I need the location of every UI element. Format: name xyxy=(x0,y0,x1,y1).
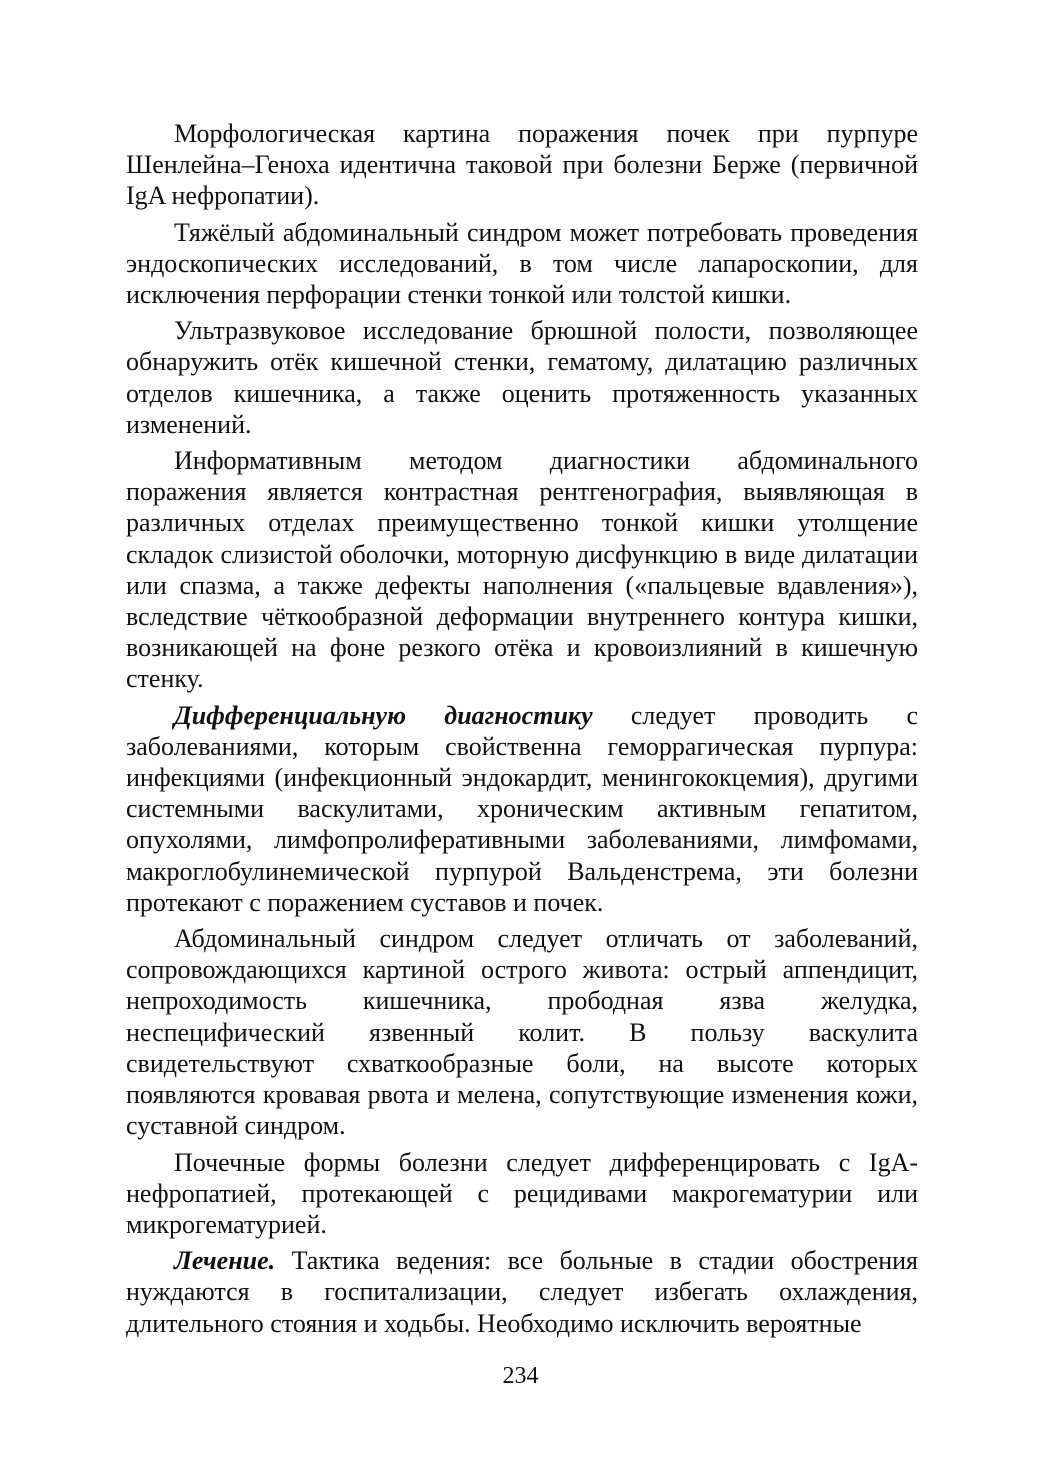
paragraph-text: Почечные формы болезни следует дифференцировать с IgA-нефропатией, протекающей с рецидивами макрогематурии или микрогематурией. xyxy=(126,1147,918,1239)
page-body xyxy=(126,118,918,1344)
paragraph-2 xyxy=(126,217,918,311)
paragraph-text: Тактика ведения: все больные в стадии обострения нуждаются в госпитализации, следует избегать охлаждения, длительного стояния и ходьбы. Необходимо исключить вероятные xyxy=(126,1246,918,1338)
paragraph-1 xyxy=(126,118,918,212)
paragraph-text: Информативным методом диагностики абдоминального поражения является контрастная рентгенография, выявляющая в различных отделах преимущественно тонкой кишки утолщение складок слизистой оболочки, моторную дисфункцию в виде дилатации или спазма, а также дефекты наполнения («пальцевые вдавления»), вследствие чёткообразной деформации внутреннего контура кишки, возникающей на фоне резкого отёка и кровоизлияний в кишечную стенку. xyxy=(126,446,918,694)
page-number: 234 xyxy=(502,1363,539,1389)
paragraph-6 xyxy=(126,923,918,1141)
paragraph-4 xyxy=(126,445,918,695)
paragraph-7 xyxy=(126,1147,918,1241)
paragraph-text: Ультразвуковое исследование брюшной полости, позволяющее обнаружить отёк кишечной стенки, гематому, дилатацию различных отделов кишечника, а также оценить протяженность указанных изменений. xyxy=(126,316,918,439)
paragraph-differential-diagnosis xyxy=(126,700,918,918)
paragraph-lead-term: Лечение. xyxy=(174,1246,276,1276)
paragraph-text: следует проводить с заболеваниями, которым свойственна геморрагическая пурпура: инфекциями (инфекционный эндокардит, менингококцемия), другими системными васкулитами, хроническим активным гепатитом, опухолями, лимфопролиферативными заболеваниями, лимфомами, макроглобулинемической пурпурой Вальденстрема, эти болезни протекают с поражением суставов и почек. xyxy=(126,700,918,917)
paragraph-text: Морфологическая картина поражения почек при пурпуре Шенлейна–Геноха идентична таковой при болезни Берже (первичной IgA нефропатии). xyxy=(126,119,918,211)
paragraph-text: Тяжёлый абдоминальный синдром может потребовать проведения эндоскопических исследований, в том числе лапароскопии, для исключения перфорации стенки тонкой или толстой кишки. xyxy=(126,217,918,310)
paragraph-3 xyxy=(126,315,918,440)
paragraph-treatment xyxy=(126,1245,918,1339)
paragraph-text: Абдоминальный синдром следует отличать от заболеваний, сопровождающихся картиной острого живота: острый аппендицит, непроходимость кишечника, прободная язва желудка, неспецифический язвенный колит. В пользу васкулита свидетельствуют схваткообразные боли, на высоте которых появляются кровавая рвота и мелена, сопутствующие изменения кожи, суставной синдром. xyxy=(126,924,918,1141)
paragraph-lead-term: Дифференциальную диагностику xyxy=(174,700,593,730)
